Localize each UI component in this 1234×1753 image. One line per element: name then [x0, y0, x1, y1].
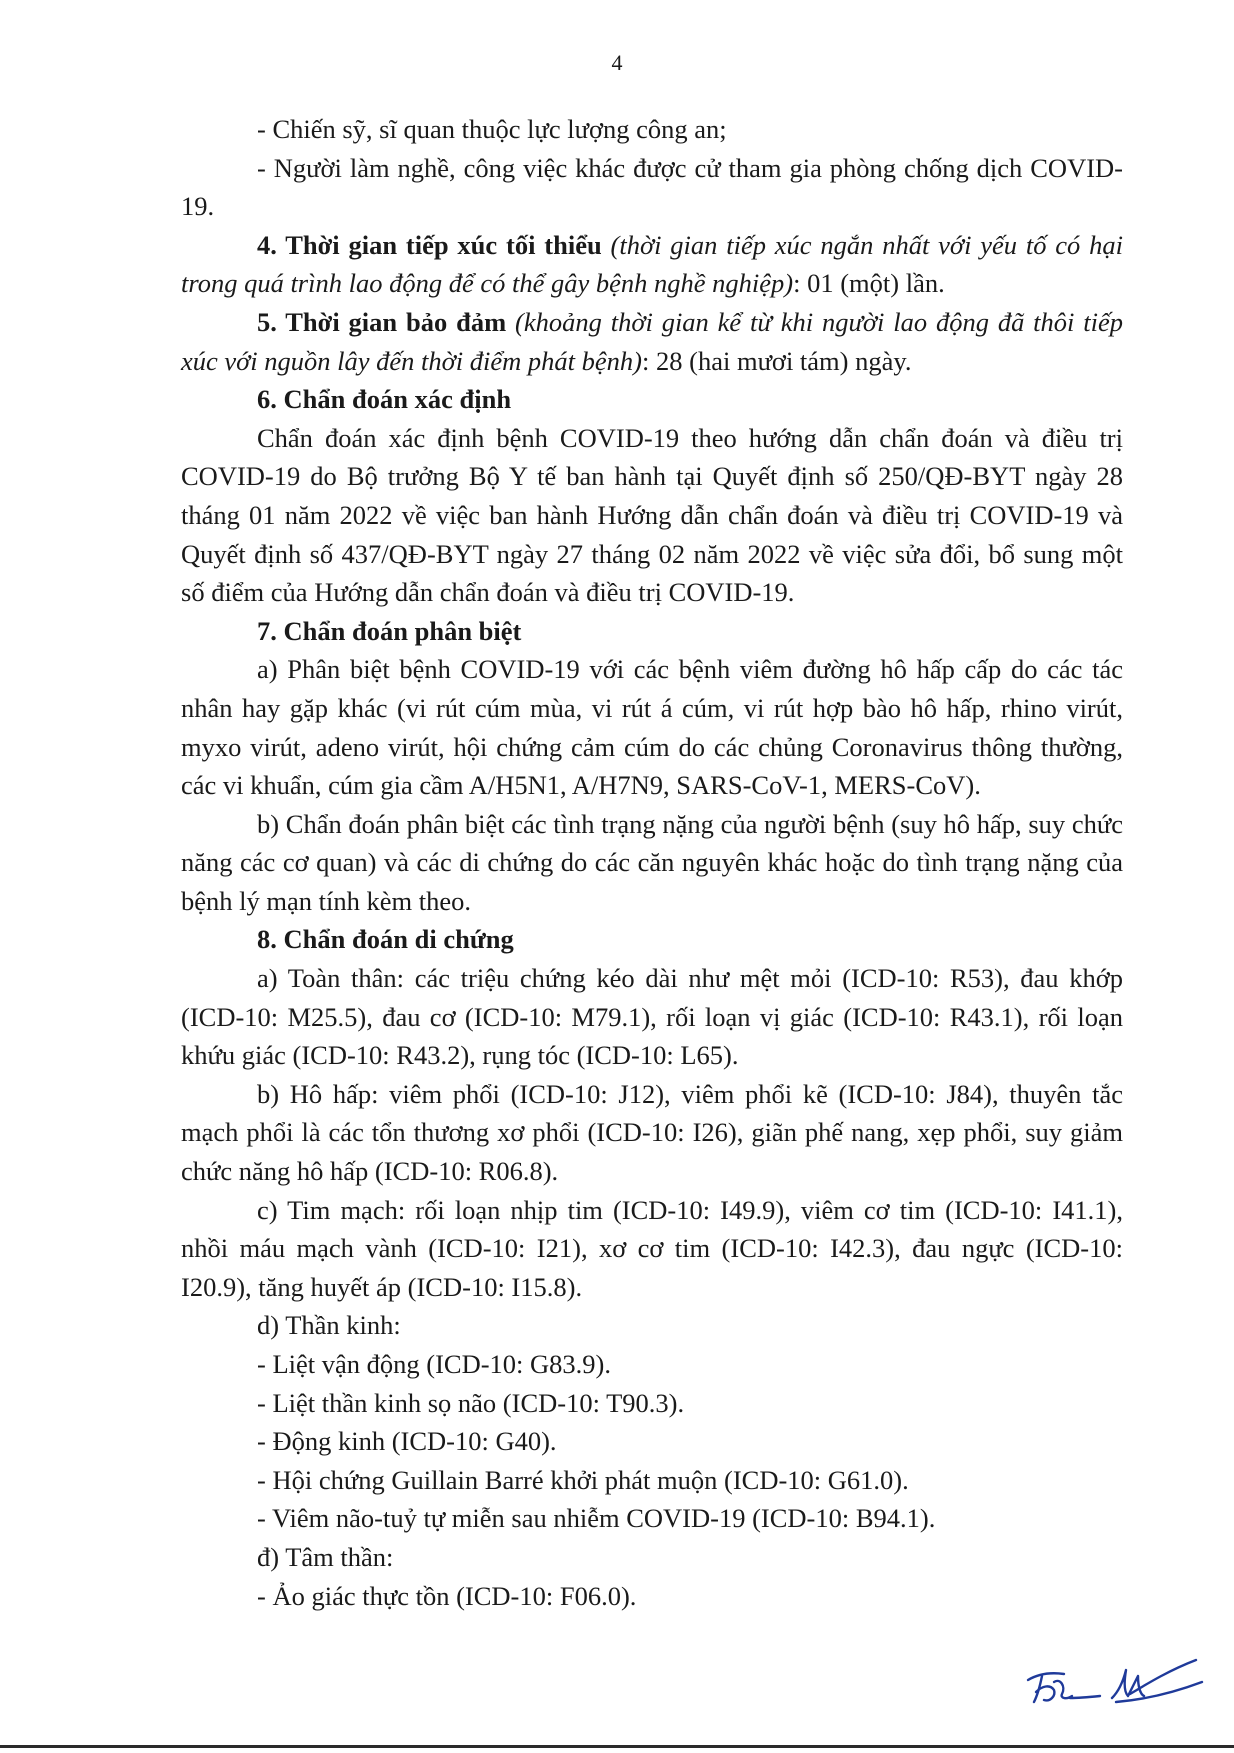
section-7-heading: [181, 612, 1123, 651]
section-8-item-dd: đ) Tâm thần:: [257, 1541, 394, 1572]
section-5-note: (khoảng thời gian kể từ khi người lao động đã thôi tiếp xúc với nguồn lây đến thời điểm phát bệnh): [181, 306, 1123, 376]
section-6-title: 6. Chẩn đoán xác định: [257, 384, 512, 415]
list-item: - Ảo giác thực tồn (ICD-10: F06.0).: [257, 1580, 637, 1611]
section-7-title: 7. Chẩn đoán phân biệt: [257, 615, 522, 646]
section-5-title: 5. Thời gian bảo đảm: [257, 306, 507, 337]
section-6-text: Chẩn đoán xác định bệnh COVID-19 theo hướng dẫn chẩn đoán và điều trị COVID-19 do Bộ trưởng Bộ Y tế ban hành tại Quyết định số 250/QĐ-BYT ngày 28 tháng 01 năm 2022 về việc ban hành Hướng dẫn chẩn đoán và điều trị COVID-19 và Quyết định số 437/QĐ-BYT ngày 27 tháng 02 năm 2022 về việc sửa đổi, bổ sung một số điểm của Hướng dẫn chẩn đoán và điều trị COVID-19.: [181, 422, 1123, 608]
initials-signature: [1020, 1652, 1210, 1712]
section-7-item-a: a) Phân biệt bệnh COVID-19 với các bệnh viêm đường hô hấp cấp do các tác nhân hay gặp khác (vi rút cúm mùa, vi rút á cúm, vi rút hợp bào hô hấp, rhino virút, myxo virút, adeno virút, hội chứng cảm cúm do các chủng Coronavirus thông thường, các vi khuẩn, cúm gia cầm A/H5N1, A/H7N9, SARS-CoV-1, MERS-CoV).: [181, 654, 1123, 801]
section-8-item-a: a) Toàn thân: các triệu chứng kéo dài như mệt mỏi (ICD-10: R53), đau khớp (ICD-10: M25.5), đau cơ (ICD-10: M79.1), rối loạn vị giác (ICD-10: R43.1), rối loạn khứu giác (ICD-10: R43.2), rụng tóc (ICD-10: L65).: [181, 963, 1123, 1071]
list-item: - Viêm não-tuỷ tự miễn sau nhiễm COVID-19 (ICD-10: B94.1).: [257, 1503, 936, 1534]
section-4-note: (thời gian tiếp xúc ngắn nhất với yếu tố có hại trong quá trình lao động để có thể gây bệnh nghề nghiệp): [181, 229, 1123, 299]
section-8-item-d: d) Thần kinh:: [257, 1310, 401, 1341]
list-item: - Động kinh (ICD-10: G40).: [257, 1426, 557, 1457]
page-number: 4: [611, 50, 623, 75]
scan-bottom-edge: [0, 1740, 1234, 1753]
document-body: [181, 110, 1123, 1615]
list-item: - Liệt thần kinh sọ não (ICD-10: T90.3).: [257, 1387, 685, 1418]
section-8-item-b: b) Hô hấp: viêm phổi (ICD-10: J12), viêm phổi kẽ (ICD-10: J84), thuyên tắc mạch phổi là các tổn thương xơ phổi (ICD-10: I26), giãn phế nang, xẹp phổi, suy giảm chức năng hô hấp (ICD-10: R06.8).: [181, 1078, 1123, 1187]
section-4-min-exposure: [181, 226, 1123, 303]
section-8-item-c: c) Tim mạch: rối loạn nhịp tim (ICD-10: I49.9), viêm cơ tim (ICD-10: I41.1), nhồi máu mạch vành (ICD-10: I21), xơ cơ tim (ICD-10: I42.3), đau ngực (ICD-10: I20.9), tăng huyết áp (ICD-10: I15.8).: [181, 1194, 1123, 1302]
section-5-guarantee-time: [181, 303, 1123, 380]
section-5-value: : 28 (hai mươi tám) ngày.: [642, 345, 912, 376]
paragraph-police: - Chiến sỹ, sĩ quan thuộc lực lượng công an;: [257, 114, 727, 144]
list-item: - Hội chứng Guillain Barré khởi phát muộn (ICD-10: G61.0).: [257, 1464, 909, 1495]
section-4-title: 4. Thời gian tiếp xúc tối thiểu: [257, 229, 602, 260]
list-item: - Liệt vận động (ICD-10: G83.9).: [257, 1349, 611, 1379]
paragraph-other-workers: - Người làm nghề, công việc khác được cử tham gia phòng chống dịch COVID-19.: [181, 152, 1123, 222]
section-6-heading: [181, 380, 1123, 419]
section-7-item-b: b) Chẩn đoán phân biệt các tình trạng nặng của người bệnh (suy hô hấp, suy chức năng các cơ quan) và các di chứng do các căn nguyên khác hoặc do tình trạng nặng của bệnh lý mạn tính kèm theo.: [181, 808, 1123, 916]
section-8-heading: [181, 920, 1123, 959]
section-8-title: 8. Chẩn đoán di chứng: [257, 924, 514, 955]
section-4-value: : 01 (một) lần.: [793, 268, 945, 299]
